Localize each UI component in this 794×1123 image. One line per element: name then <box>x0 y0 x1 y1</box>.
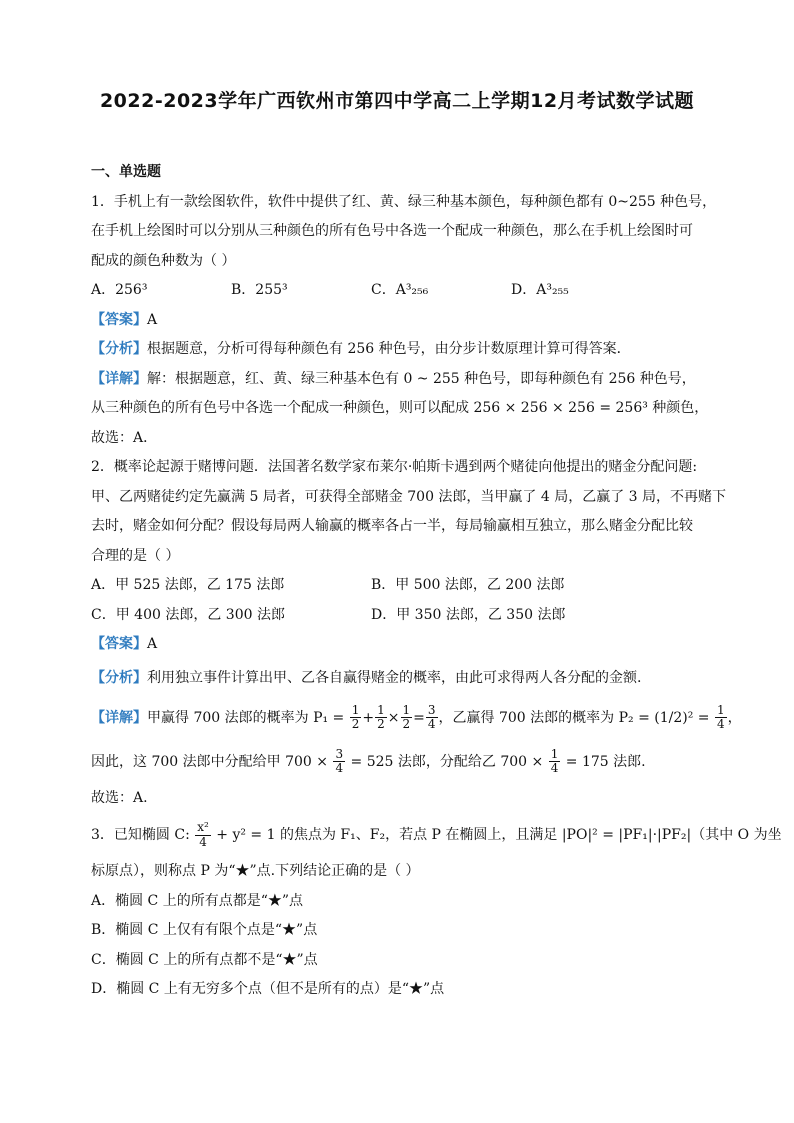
q2-conclusion: 故选：A. <box>91 789 148 806</box>
q1-answer-value: A <box>147 311 158 328</box>
q2-options-row-1 <box>91 571 711 601</box>
q2-option-d: D．甲 350 法郎，乙 350 法郎 <box>371 606 566 623</box>
q1-conclusion: 故选：A． <box>91 429 158 446</box>
q1-option-d: D．A³₂₅₅ <box>511 282 569 298</box>
fraction-half: $\frac{1}{2}$ <box>377 702 385 731</box>
q1-detail-text-1: 解：根据题意，红、黄、绿三种基本色有 0 ~ 255 种色号，即每种颜色有 256 种色号， <box>147 370 696 387</box>
q2-options-row-2 <box>91 601 711 631</box>
q1-detail-line-1 <box>91 365 711 395</box>
q2-detail-text-b: ，乙赢得 700 法郎的概率为 P₂ = (1/2)² = <box>438 709 714 726</box>
q2-stem-line-4: 合理的是（ ） <box>91 547 180 564</box>
answer-tag: 【答案】 <box>91 636 147 652</box>
q2-stem-line-2: 甲、乙两赌徒约定先赢满 5 局者，可获得全部赌金 700 法郎，当甲赢了 4 局，乙赢了 3 局，不再赌下 <box>91 488 727 505</box>
q1-stem-line-3: 配成的颜色种数为（ ） <box>91 252 236 269</box>
q2-detail-text-a: 甲赢得 700 法郎的概率为 P₁ = <box>147 709 349 726</box>
q1-options <box>91 276 711 306</box>
q1-option-b: B．255³ <box>231 282 288 298</box>
q2-detail2-text-b: = 525 法郎，分配给乙 700 × <box>346 753 548 770</box>
q2-answer <box>91 630 711 660</box>
fraction-half: $\frac{1}{2}$ <box>402 702 411 731</box>
analysis-tag: 【分析】 <box>91 669 147 686</box>
q2-option-b: B．甲 500 法郎，乙 200 法郎 <box>371 577 565 593</box>
q2-answer-value: A <box>147 636 158 652</box>
answer-tag: 【答案】 <box>91 311 147 328</box>
fraction-three-quarters: $\frac{3}{4}$ <box>335 746 344 775</box>
q2-detail2-text-a: 因此，这 700 法郎中分配给甲 700 × <box>91 753 333 770</box>
q3-stem-line-1 <box>91 813 782 857</box>
q1-stem-line-2: 在手机上绘图时可以分别从三种颜色的所有色号中各选一个配成一种颜色，那么在手机上绘图时可 <box>91 223 693 239</box>
q2-detail-line-1: 【详解】甲赢得 700 法郎的概率为 P₁ = $\frac{1}{2}$ + $\frac{1}{2}$ × $\frac{1}{2}$ = $\frac{3}{4}$ ，乙赢得 700 法郎的概率为 P₂ = (1/2)² = $\frac{1}{4}$ ， <box>91 702 742 731</box>
fraction-three-quarters: $\frac{3}{4}$ <box>427 702 436 731</box>
detail-tag: 【详解】 <box>91 709 147 726</box>
fraction-quarter: $\frac{1}{4}$ <box>550 746 559 775</box>
analysis-tag: 【分析】 <box>91 341 147 357</box>
section-heading: 一、单选题 <box>91 164 161 180</box>
q2-analysis <box>91 660 711 696</box>
q2-stem-line-3: 去时，赌金如何分配？假设每局两人输赢的概率各占一半，每局输赢相互独立，那么赌金分配比较 <box>91 518 693 534</box>
q2-detail-text-c: ， <box>727 709 742 726</box>
q2-option-a: A．甲 525 法郎，乙 175 法郎 <box>91 577 285 593</box>
q2-analysis-text: 利用独立事件计算出甲、乙各自赢得赌金的概率，由此可求得两人各分配的金额. <box>147 669 642 686</box>
fraction-x-squared-over-4: $\frac{\text{x²}}{4}$ <box>197 820 209 849</box>
q3-option-d: D．椭圆 C 上有无穷多个点（但不是所有的点）是“★”点 <box>91 981 445 997</box>
q3-stem-text-b: + y² = 1 的焦点为 F₁、F₂，若点 P 在椭圆上，且满足 |PO|² = |PF₁|·|PF₂|（其中 O 为坐 <box>211 827 782 843</box>
q3-option-b: B．椭圆 C 上仅有有限个点是“★”点 <box>91 922 318 938</box>
q1-option-a: A．256³ <box>91 282 148 298</box>
q1-analysis-text: 根据题意，分析可得每种颜色有 256 种色号，由分步计数原理计算可得答案． <box>147 341 631 357</box>
q1-answer <box>91 306 711 336</box>
q3-option-c: C．椭圆 C 上的所有点都不是“★”点 <box>91 951 318 968</box>
q3-stem-line-2: 标原点），则称点 P 为“★”点.下列结论正确的是（ ） <box>91 863 420 879</box>
q2-option-c: C．甲 400 法郎，乙 300 法郎 <box>91 606 285 623</box>
q3-option-a: A．椭圆 C 上的所有点都是“★”点 <box>91 892 304 909</box>
page-title: 2022-2023学年广西钦州市第四中学高二上学期12月考试数学试题 <box>99 90 695 112</box>
q2-detail-line-2 <box>91 740 711 784</box>
fraction-quarter: $\frac{1}{4}$ <box>716 702 725 731</box>
q1-stem-line-1: 1．手机上有一款绘图软件，软件中提供了红、黄、绿三种基本颜色，每种颜色都有 0~255 种色号， <box>91 193 717 210</box>
q1-detail-line-2: 从三种颜色的所有色号中各选一个配成一种颜色，则可以配成 256 × 256 × 256 = 256³ 种颜色， <box>91 400 709 416</box>
q1-option-c: C．A³₂₅₆ <box>371 282 429 298</box>
fraction-half: $\frac{1}{2}$ <box>351 702 360 731</box>
q2-detail2-text-c: = 175 法郎. <box>561 753 646 770</box>
exam-content <box>91 158 782 1005</box>
q1-analysis <box>91 335 711 365</box>
detail-tag: 【详解】 <box>91 370 147 387</box>
q3-stem-text-a: 3．已知椭圆 C: <box>91 827 195 843</box>
q2-stem-line-1: 2．概率论起源于赌博问题．法国著名数学家布莱尔·帕斯卡遇到两个赌徒向他提出的赌金分配问题: <box>91 459 698 475</box>
